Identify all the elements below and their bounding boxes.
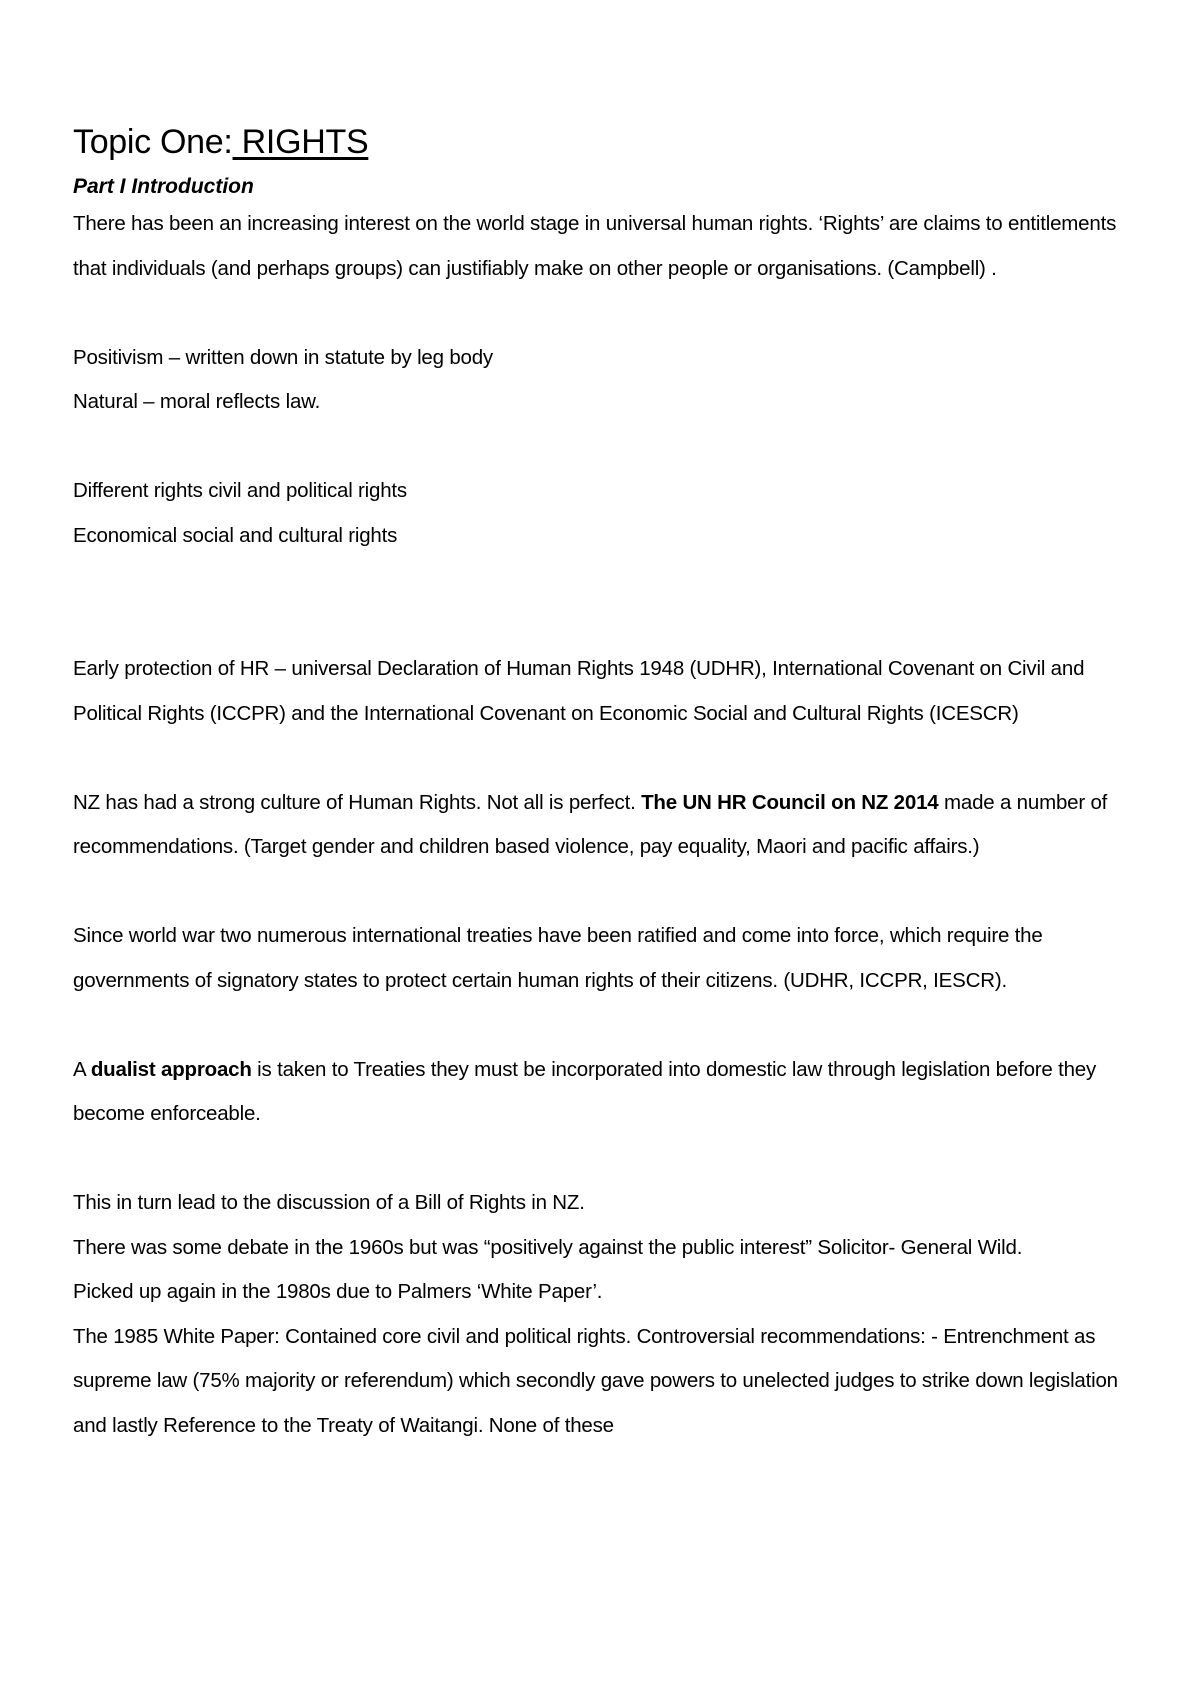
title-main: RIGHTS — [232, 123, 369, 161]
line-picked-up-1980s: Picked up again in the 1980s due to Palmers ‘White Paper’. — [73, 1280, 603, 1303]
title-prefix: Topic One: — [73, 123, 233, 161]
line-different-rights: Different rights civil and political rights — [73, 479, 407, 502]
nz-text-a: NZ has had a strong culture of Human Rights. Not all is perfect. — [73, 790, 642, 814]
line-economical-rights: Economical social and cultural rights — [73, 523, 398, 547]
line-debate-1960s: There was some debate in the 1960s but was “positively against the public interest” Solicitor- General Wild. — [73, 1235, 1023, 1259]
section-subheading: Part I Introduction — [73, 175, 254, 198]
spacer — [73, 425, 1153, 470]
spacer — [73, 736, 1153, 781]
line-bill-of-rights: This in turn lead to the discussion of a Bill of Rights in NZ. — [73, 1191, 585, 1214]
paragraph-nz-culture — [73, 781, 1153, 870]
line-positivism: Positivism – written down in statute by leg body — [73, 345, 493, 369]
nz-text-bold: The UN HR Council on NZ 2014 — [641, 790, 939, 814]
spacer — [73, 1137, 1153, 1182]
document-body — [73, 118, 1153, 1448]
line-natural: Natural – moral reflects law. — [73, 390, 321, 413]
spacer — [73, 291, 1153, 336]
paragraph-dualist — [73, 1048, 1153, 1137]
dual-text-a: A — [73, 1057, 91, 1081]
nz-text-b: made a number of recommendations. (Target gender and children based violence, pay equality, Maori and pacific affairs.) — [73, 790, 1108, 858]
paragraph-1985-white-paper: The 1985 White Paper: Contained core civil and political rights. Controversial recommendations: - Entrenchment as supreme law (75% majority or referendum) which secondly gave powers to unelected judges to strike down legislation and lastly Reference to the Treaty of Waitangi. None of these — [73, 1324, 1118, 1437]
spacer — [73, 870, 1153, 915]
spacer — [73, 1003, 1153, 1048]
spacer — [73, 558, 1153, 647]
document-title — [73, 118, 1153, 166]
paragraph-early-protection: Early protection of HR – universal Declaration of Human Rights 1948 (UDHR), International Covenant on Civil and Political Rights (ICCPR) and the International Covenant on Economic Social and Cultural Rights (ICESCR) — [73, 657, 1085, 725]
dual-text-b: is taken to Treaties they must be incorporated into domestic law through legislation before they become enforceable. — [73, 1057, 1097, 1125]
dual-text-bold: dualist approach — [90, 1057, 252, 1081]
paragraph-intro: There has been an increasing interest on the world stage in universal human rights. ‘Rights’ are claims to entitlements that individuals (and perhaps groups) can justifiably make on other people or organisations. (Campbell) . — [73, 212, 1117, 280]
paragraph-since-ww2: Since world war two numerous international treaties have been ratified and come into force, which require the governments of signatory states to protect certain human rights of their citizens. (UDHR, ICCPR, IESCR). — [73, 924, 1043, 992]
